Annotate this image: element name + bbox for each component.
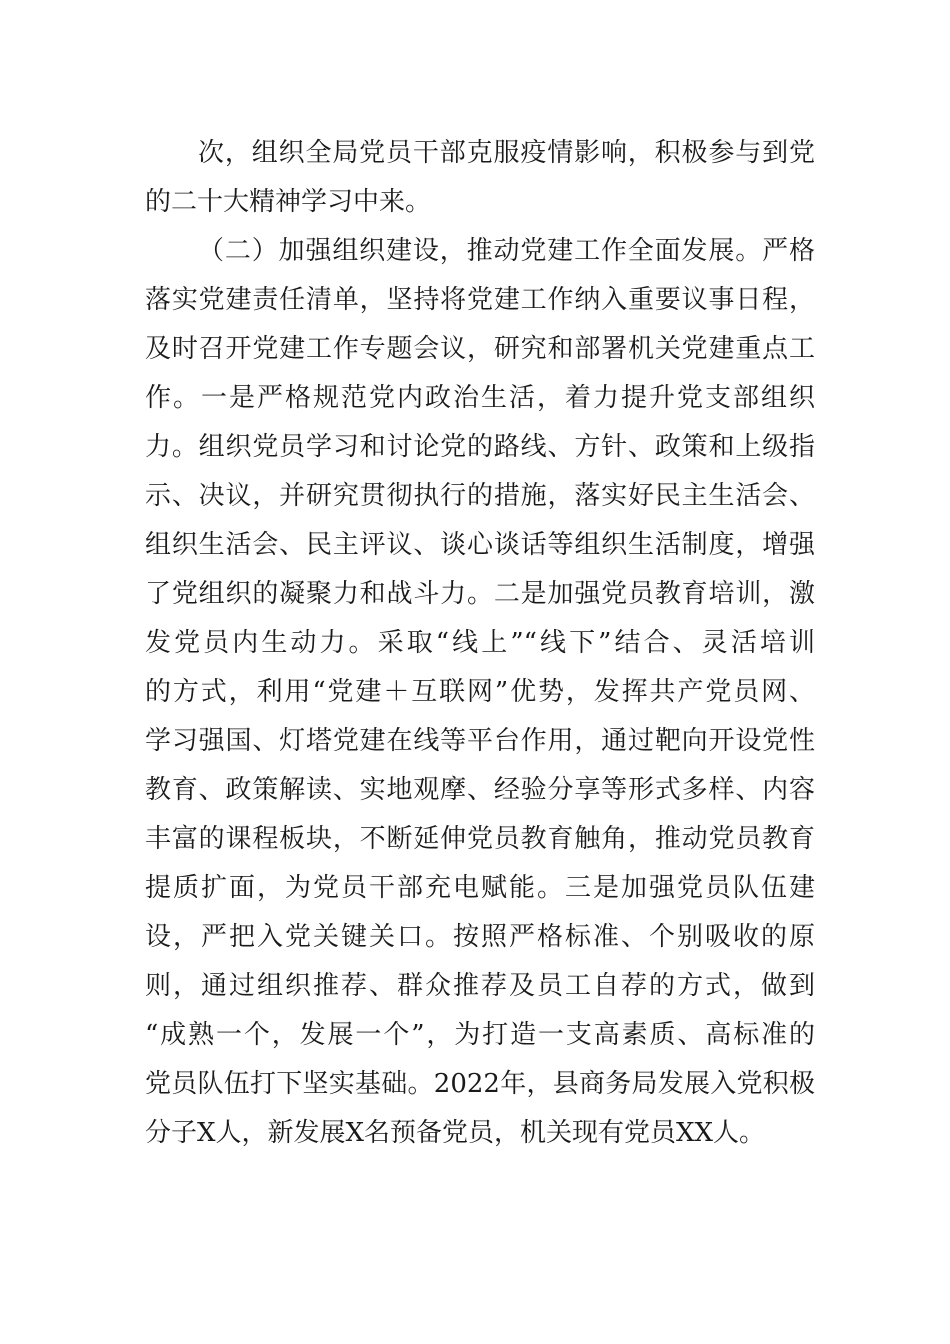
text-line: 党员队伍打下坚实基础。2022年，县商务局发展入党积极 <box>145 1069 815 1099</box>
text-line: 则，通过组织推荐、群众推荐及员工自荐的方式，做到 <box>145 971 815 1001</box>
text-line: 设，严把入党关键关口。按照严格标准、个别吸收的原 <box>145 922 815 952</box>
text-line: 了党组织的凝聚力和战斗力。二是加强党员教育培训，激 <box>145 579 815 609</box>
text-line: 力。组织党员学习和讨论党的路线、方针、政策和上级指 <box>145 432 815 462</box>
text-line: “成熟一个，发展一个”，为打造一支高素质、高标准的 <box>145 1020 815 1050</box>
text-line: 次，组织全局党员干部克服疫情影响，积极参与到党 <box>198 138 815 168</box>
text-line: （二）加强组织建设，推动党建工作全面发展。严格 <box>198 236 815 266</box>
text-line: 示、决议，并研究贯彻执行的措施，落实好民主生活会、 <box>145 481 815 511</box>
text-line: 发党员内生动力。采取“线上”“线下”结合、灵活培训 <box>145 628 815 658</box>
text-line: 组织生活会、民主评议、谈心谈话等组织生活制度，增强 <box>145 530 815 560</box>
text-line: 丰富的课程板块，不断延伸党员教育触角，推动党员教育 <box>145 824 815 854</box>
text-line: 及时召开党建工作专题会议，研究和部署机关党建重点工 <box>145 334 815 364</box>
text-line: 分子X人，新发展X名预备党员，机关现有党员XX人。 <box>145 1118 766 1148</box>
text-line: 学习强国、灯塔党建在线等平台作用，通过靶向开设党性 <box>145 726 815 756</box>
text-line: 提质扩面，为党员干部充电赋能。三是加强党员队伍建 <box>145 873 815 903</box>
text-line: 作。一是严格规范党内政治生活，着力提升党支部组织 <box>145 383 815 413</box>
text-line: 落实党建责任清单，坚持将党建工作纳入重要议事日程， <box>145 285 815 315</box>
text-line: 的方式，利用“党建＋互联网”优势，发挥共产党员网、 <box>145 677 815 707</box>
text-line: 教育、政策解读、实地观摩、经验分享等形式多样、内容 <box>145 775 815 805</box>
text-line: 的二十大精神学习中来。 <box>145 187 432 217</box>
